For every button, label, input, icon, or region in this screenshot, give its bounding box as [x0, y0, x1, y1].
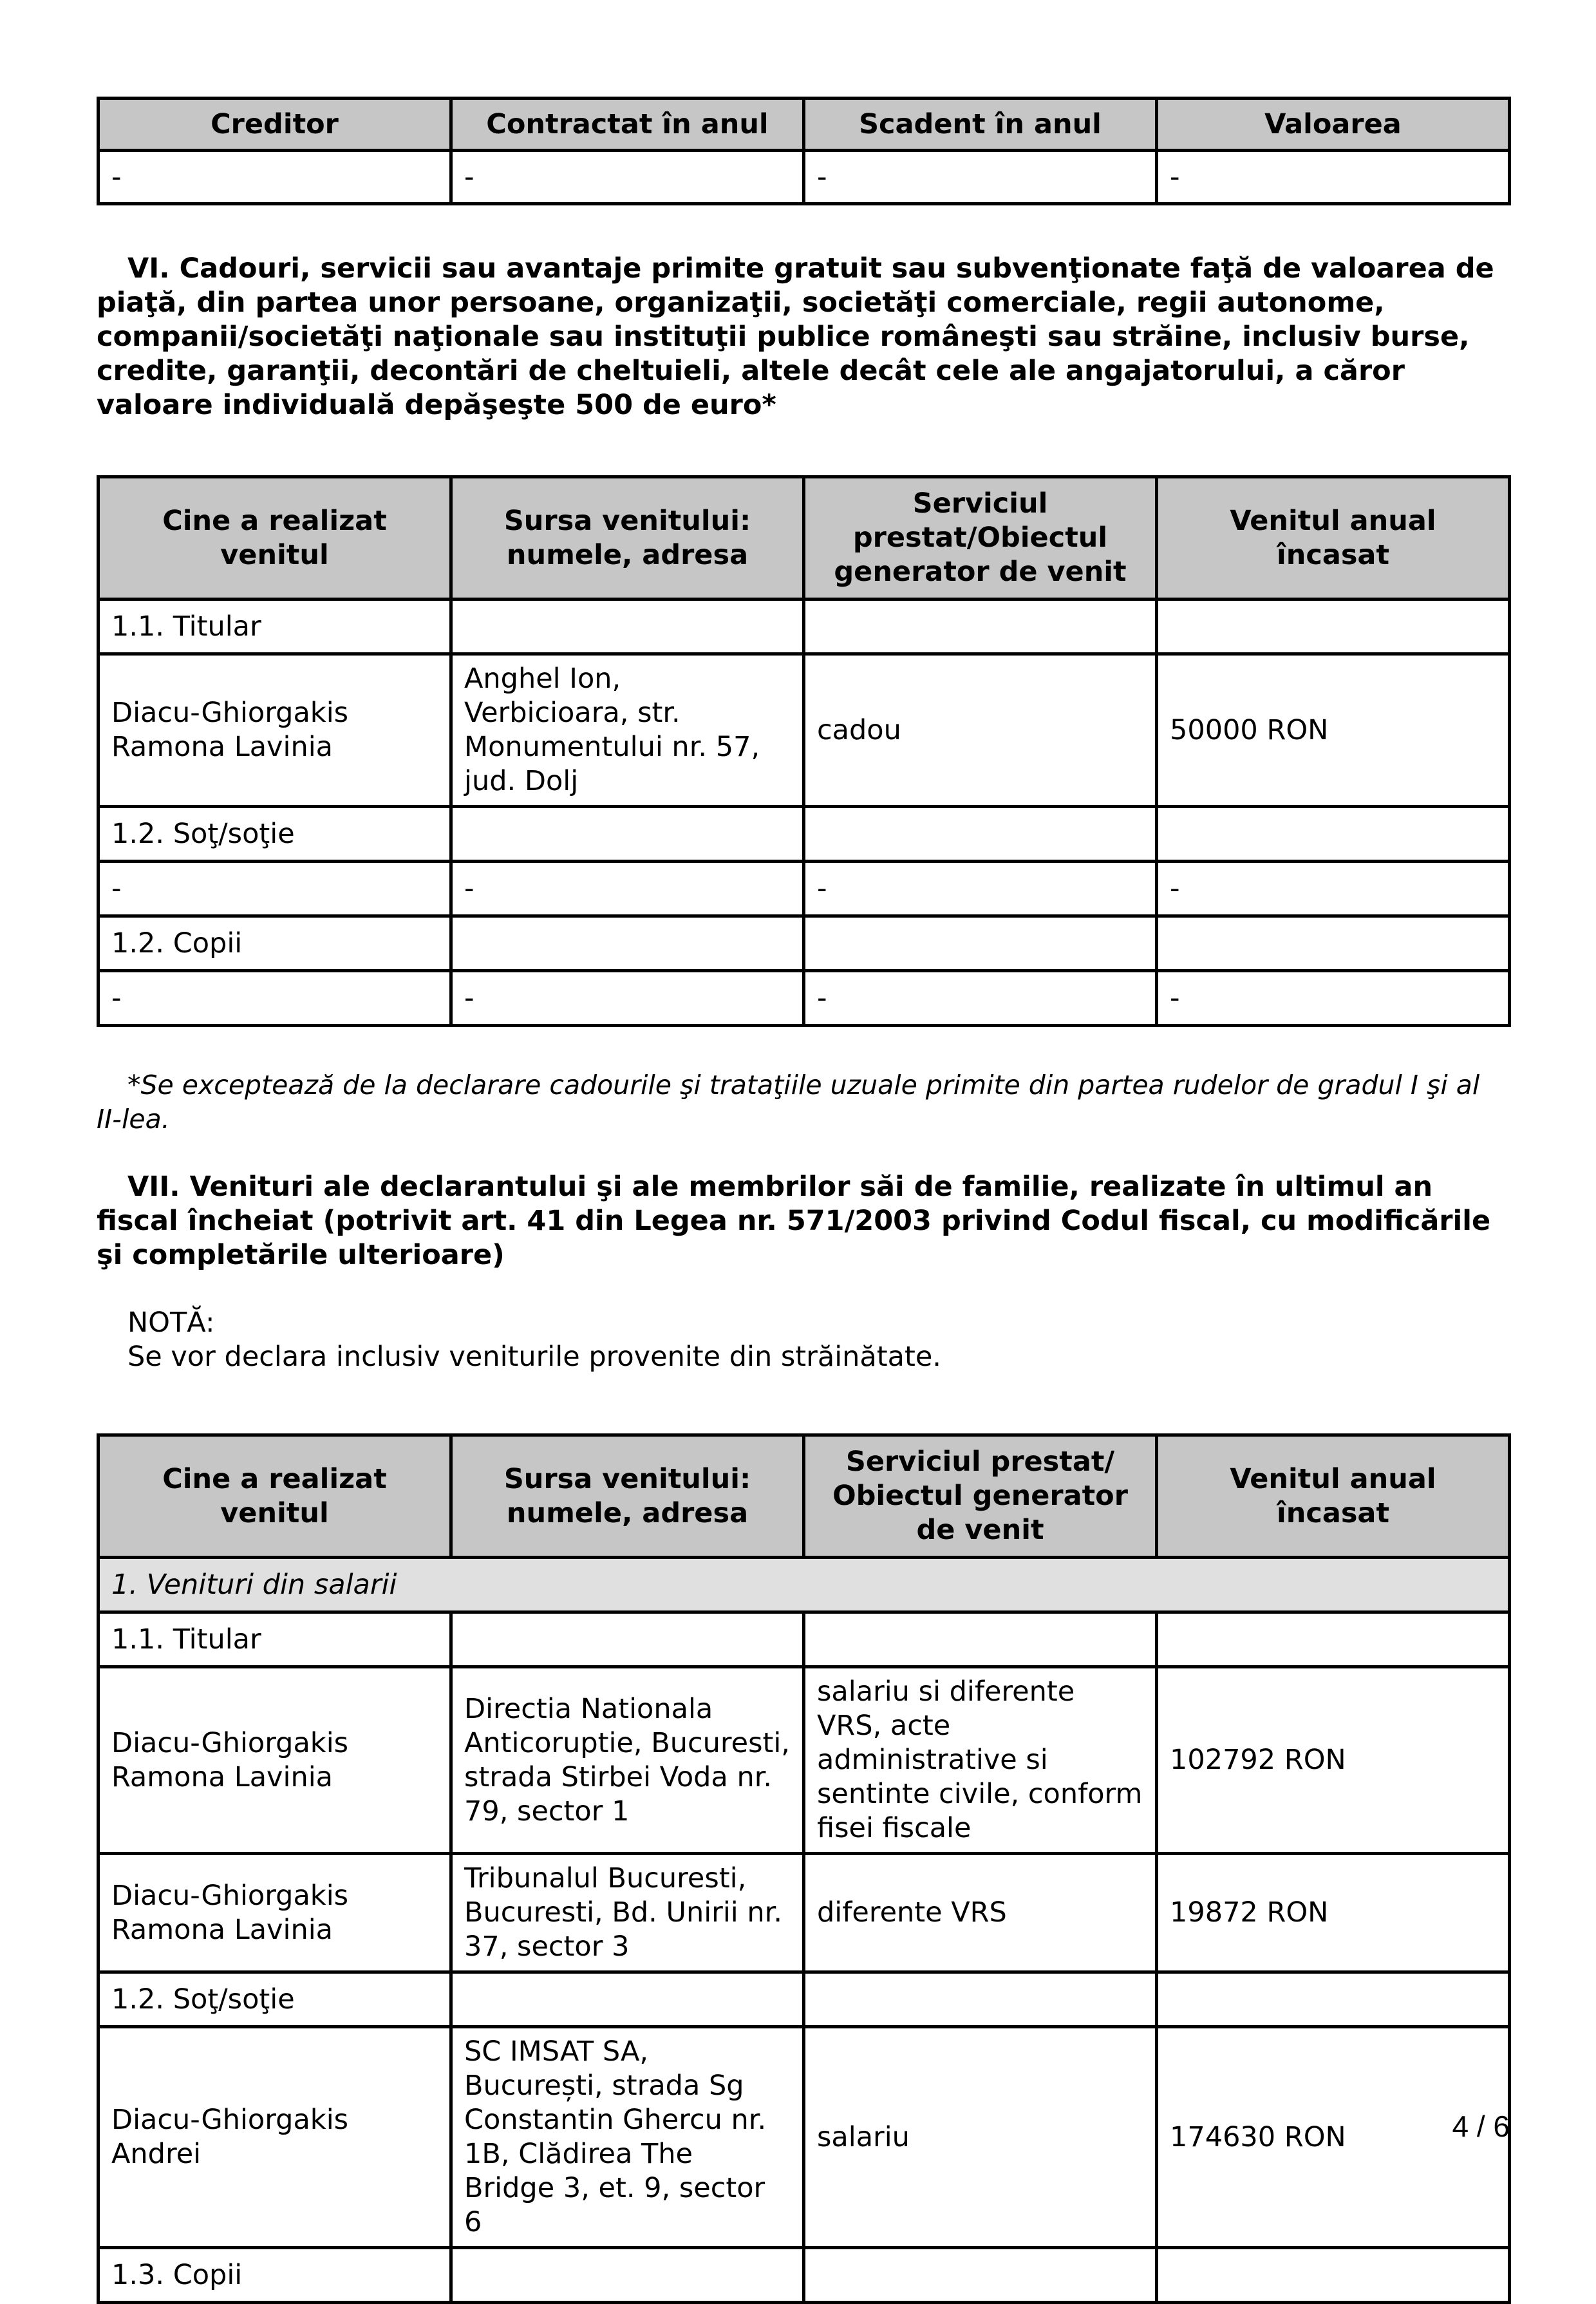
table-cell: -	[804, 151, 1157, 204]
table-row	[99, 151, 1510, 204]
gifts-table	[97, 475, 1511, 1027]
table-row	[99, 1667, 1510, 1854]
income-table	[97, 1433, 1511, 2304]
table-row	[99, 1612, 1510, 1667]
table-cell	[1157, 1972, 1510, 2027]
table-row	[99, 654, 1510, 807]
column-header: Sursa venitului: numele, adresa	[451, 1435, 804, 1558]
table-cell: -	[1157, 862, 1510, 916]
table-cell: -	[99, 151, 451, 204]
gifts-footnote: *Se exceptează de la declarare cadourile şi trataţiile uzuale primite din partea rudelor de gradul I şi al II-lea.	[97, 1070, 1480, 1135]
column-header: Scadent în anul	[804, 99, 1157, 151]
column-header: Cine a realizat venitul	[99, 1435, 451, 1558]
table-cell	[1157, 807, 1510, 862]
table-cell	[804, 1612, 1157, 1667]
table-cell: Diacu-Ghiorgakis Ramona Lavinia	[99, 1667, 451, 1854]
table-cell: Diacu-Ghiorgakis Ramona Lavinia	[99, 1854, 451, 1972]
column-header: Serviciul prestat/Obiectul generator de venit	[804, 477, 1157, 600]
table-cell	[804, 1972, 1157, 2027]
table-cell: -	[804, 971, 1157, 1026]
table-cell: diferente VRS	[804, 1854, 1157, 1972]
table-header-row	[99, 1435, 1510, 1558]
table-cell: -	[451, 862, 804, 916]
column-header: Valoarea	[1157, 99, 1510, 151]
table-cell: 19872 RON	[1157, 1854, 1510, 1972]
table-cell	[804, 2248, 1157, 2303]
category-label: 1. Venituri din salarii	[99, 1558, 1510, 1612]
table-cell: -	[451, 971, 804, 1026]
table-cell: -	[1157, 971, 1510, 1026]
group-label: 1.1. Titular	[99, 600, 451, 654]
document-page	[97, 97, 1510, 2304]
table-cell: -	[804, 862, 1157, 916]
table-cell	[804, 916, 1157, 971]
table-cell: -	[99, 862, 451, 916]
table-cell: cadou	[804, 654, 1157, 807]
page-number: 4 / 6	[1452, 2110, 1510, 2143]
column-header: Serviciul prestat/ Obiectul generator de venit	[804, 1435, 1157, 1558]
table-cell	[451, 2248, 804, 2303]
table-cell: salariu si diferente VRS, acte administrative si sentinte civile, conform fisei fiscale	[804, 1667, 1157, 1854]
table-cell	[1157, 1612, 1510, 1667]
column-header: Venitul anual încasat	[1157, 477, 1510, 600]
table-cell	[804, 807, 1157, 862]
group-label: 1.1. Titular	[99, 1612, 451, 1667]
column-header: Cine a realizat venitul	[99, 477, 451, 600]
table-cell: -	[99, 971, 451, 1026]
category-row	[99, 1558, 1510, 1612]
group-label: 1.2. Copii	[99, 916, 451, 971]
group-label: 1.3. Copii	[99, 2248, 451, 2303]
table-row	[99, 916, 1510, 971]
table-cell: 174630 RON	[1157, 2027, 1510, 2248]
table-row	[99, 600, 1510, 654]
table-cell: -	[451, 151, 804, 204]
debts-table	[97, 97, 1511, 205]
table-cell	[804, 600, 1157, 654]
table-row	[99, 1972, 1510, 2027]
table-cell	[451, 807, 804, 862]
column-header: Creditor	[99, 99, 451, 151]
table-row	[99, 862, 1510, 916]
table-cell	[451, 1972, 804, 2027]
table-cell: Directia Nationala Anticoruptie, Bucuresti, strada Stirbei Voda nr. 79, sector 1	[451, 1667, 804, 1854]
section-7-title: VII. Venituri ale declarantului şi ale membrilor săi de familie, realizate în ultimul an fiscal încheiat (potrivit art. 41 din Legea nr. 571/2003 privind Codul fiscal, cu modificările şi completările ulterioare)	[97, 1171, 1491, 1271]
table-cell: 50000 RON	[1157, 654, 1510, 807]
table-cell: SC IMSAT SA, București, strada Sg Constantin Ghercu nr. 1B, Clădirea The Bridge 3, et. 9, sector 6	[451, 2027, 804, 2248]
table-cell: 102792 RON	[1157, 1667, 1510, 1854]
column-header: Contractat în anul	[451, 99, 804, 151]
table-header-row	[99, 477, 1510, 600]
table-row	[99, 2248, 1510, 2303]
table-cell: salariu	[804, 2027, 1157, 2248]
column-header: Sursa venitului: numele, adresa	[451, 477, 804, 600]
section-6-title: VI. Cadouri, servicii sau avantaje primite gratuit sau subvenţionate faţă de valoarea de piaţă, din partea unor persoane, organizaţii, societăţi comerciale, regii autonome, companii/societăţi naţionale sau instituţii publice româneşti sau străine, inclusiv burse, credite, garanţii, decontări de cheltuieli, altele decât cele ale angajatorului, a căror valoare individuală depăşeşte 500 de euro*	[97, 252, 1494, 421]
table-cell	[451, 916, 804, 971]
table-cell: Tribunalul Bucuresti, Bucuresti, Bd. Unirii nr. 37, sector 3	[451, 1854, 804, 1972]
table-row	[99, 971, 1510, 1026]
table-row	[99, 807, 1510, 862]
table-cell	[1157, 916, 1510, 971]
table-cell	[451, 1612, 804, 1667]
nota-label: NOTĂ:	[127, 1307, 215, 1339]
table-cell	[1157, 600, 1510, 654]
table-cell: Diacu-Ghiorgakis Ramona Lavinia	[99, 654, 451, 807]
table-header-row	[99, 99, 1510, 151]
table-cell: -	[1157, 151, 1510, 204]
column-header: Venitul anual încasat	[1157, 1435, 1510, 1558]
group-label: 1.2. Soţ/soţie	[99, 807, 451, 862]
table-cell	[451, 600, 804, 654]
table-cell: Diacu-Ghiorgakis Andrei	[99, 2027, 451, 2248]
nota-text: Se vor declara inclusiv veniturile provenite din străinătate.	[127, 1341, 941, 1373]
table-cell	[1157, 2248, 1510, 2303]
table-cell: Anghel Ion, Verbicioara, str. Monumentului nr. 57, jud. Dolj	[451, 654, 804, 807]
group-label: 1.2. Soţ/soţie	[99, 1972, 451, 2027]
table-row	[99, 2027, 1510, 2248]
table-row	[99, 1854, 1510, 1972]
